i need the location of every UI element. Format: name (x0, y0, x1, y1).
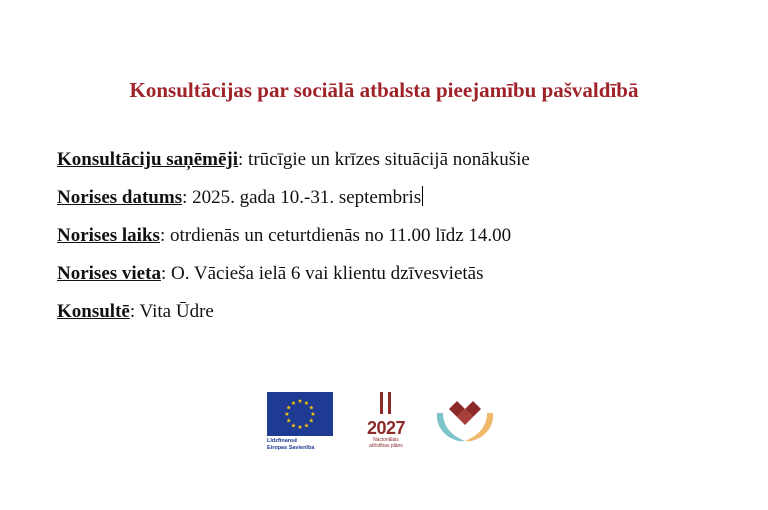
row-value: : Vita Ūdre (129, 301, 214, 322)
eu-star: ★ (290, 400, 297, 407)
row-value: : otrdienās un ceturtdienās no 11.00 līdz 14.00 (159, 225, 512, 246)
hands-logo (435, 397, 495, 448)
row-value: : 2025. gada 10.-31. septembris (182, 187, 422, 208)
row-value: : O. Vācieša ielā 6 vai klientu dzīvesvietās (160, 263, 484, 284)
info-row-date (57, 186, 530, 224)
info-row-consultant (57, 300, 530, 338)
np-pillars-icon (376, 392, 396, 414)
info-row-recipients (57, 148, 530, 186)
info-row-place (57, 262, 530, 300)
eu-star: ★ (308, 405, 314, 412)
national-plan-logo (361, 392, 411, 449)
row-label: Norises datums (57, 187, 183, 208)
text-cursor (422, 186, 423, 206)
eu-star: ★ (286, 405, 292, 412)
eu-caption (267, 438, 333, 452)
eu-star: ★ (297, 425, 303, 432)
eu-star: ★ (290, 423, 297, 430)
np-caption-line: attīstības plāns (369, 443, 403, 449)
eu-star: ★ (308, 418, 314, 425)
logo-strip (267, 392, 507, 462)
eu-star: ★ (297, 399, 303, 406)
eu-flag-icon (267, 392, 333, 436)
row-label: Norises vieta (57, 263, 161, 284)
eu-star: ★ (303, 400, 310, 407)
row-label: Konsultē (57, 301, 130, 322)
eu-logo (267, 392, 333, 452)
row-value: : trūcīgie un krīzes situācijā nonākušie (238, 149, 530, 170)
eu-caption-line: Eiropas Savienība (267, 445, 315, 451)
info-list (57, 148, 530, 338)
info-row-time (57, 224, 530, 262)
eu-star: ★ (284, 412, 290, 419)
eu-caption-line: Līdzfinansē (267, 438, 298, 444)
row-label: Konsultāciju saņēmēji (57, 149, 239, 170)
np-caption (361, 437, 411, 449)
eu-star: ★ (310, 412, 316, 419)
eu-star: ★ (286, 418, 292, 425)
np-year: 2027 (366, 418, 406, 438)
hands-house-icon (435, 397, 495, 443)
np-caption-line: Nacionālais (373, 437, 399, 443)
page-title: Konsultācijas par sociālā atbalsta pieejamību pašvaldībā (129, 78, 639, 102)
eu-star: ★ (303, 423, 310, 430)
row-label: Norises laiks (57, 225, 160, 246)
